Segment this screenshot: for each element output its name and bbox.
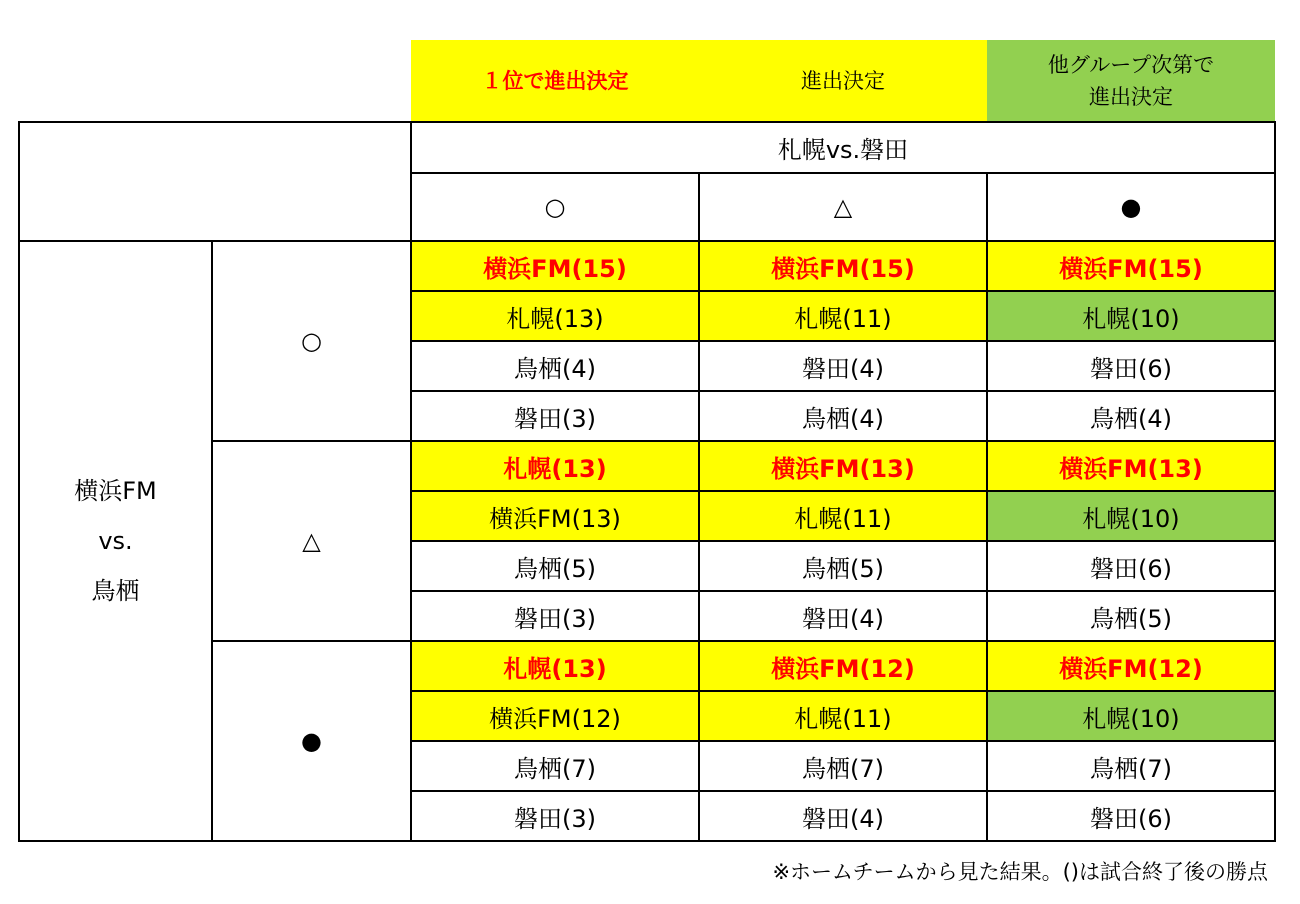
result-cell: 横浜FM(12) bbox=[987, 641, 1275, 691]
side-outcome-win: ○ bbox=[212, 241, 411, 441]
result-cell: 磐田(4) bbox=[699, 341, 987, 391]
side-outcome-loss: ● bbox=[212, 641, 411, 841]
result-cell: 横浜FM(13) bbox=[987, 441, 1275, 491]
corner-cell bbox=[19, 122, 411, 241]
result-cell: 横浜FM(12) bbox=[411, 691, 699, 741]
result-cell: 鳥栖(5) bbox=[699, 541, 987, 591]
legend-depends: 他グループ次第で 進出決定 bbox=[987, 40, 1275, 121]
legend-advance: 進出決定 bbox=[699, 40, 987, 121]
qualification-matrix bbox=[18, 121, 1276, 842]
result-cell: 磐田(4) bbox=[699, 591, 987, 641]
result-cell: 札幌(13) bbox=[411, 291, 699, 341]
side-outcome-draw: △ bbox=[212, 441, 411, 641]
side-match-line2: vs. bbox=[98, 527, 133, 555]
result-cell: 札幌(11) bbox=[699, 691, 987, 741]
result-cell: 鳥栖(7) bbox=[411, 741, 699, 791]
top-outcome-win: ○ bbox=[411, 173, 699, 241]
result-cell: 札幌(10) bbox=[987, 691, 1275, 741]
result-cell: 横浜FM(13) bbox=[411, 491, 699, 541]
result-cell: 札幌(13) bbox=[411, 441, 699, 491]
top-match-header: 札幌vs.磐田 bbox=[411, 122, 1275, 173]
result-cell: 鳥栖(4) bbox=[987, 391, 1275, 441]
result-cell: 磐田(6) bbox=[987, 341, 1275, 391]
result-cell: 札幌(11) bbox=[699, 291, 987, 341]
result-cell: 磐田(3) bbox=[411, 791, 699, 841]
result-cell: 横浜FM(15) bbox=[411, 241, 699, 291]
result-cell: 鳥栖(7) bbox=[699, 741, 987, 791]
result-cell: 磐田(6) bbox=[987, 791, 1275, 841]
result-cell: 横浜FM(12) bbox=[699, 641, 987, 691]
side-match-header bbox=[19, 241, 212, 841]
side-match-line3: 鳥栖 bbox=[91, 577, 140, 605]
footnote: ※ホームチームから見た結果。()は試合終了後の勝点 bbox=[772, 860, 1268, 884]
top-outcome-draw: △ bbox=[699, 173, 987, 241]
legend-first-place: １位で進出決定 bbox=[411, 40, 699, 121]
result-cell: 札幌(10) bbox=[987, 491, 1275, 541]
result-cell: 磐田(4) bbox=[699, 791, 987, 841]
result-cell: 鳥栖(5) bbox=[411, 541, 699, 591]
result-cell: 磐田(3) bbox=[411, 591, 699, 641]
top-outcome-loss: ● bbox=[987, 173, 1275, 241]
result-cell: 磐田(3) bbox=[411, 391, 699, 441]
result-cell: 札幌(11) bbox=[699, 491, 987, 541]
result-cell: 横浜FM(15) bbox=[699, 241, 987, 291]
result-cell: 鳥栖(4) bbox=[411, 341, 699, 391]
result-cell: 横浜FM(13) bbox=[699, 441, 987, 491]
result-cell: 鳥栖(7) bbox=[987, 741, 1275, 791]
result-cell: 鳥栖(4) bbox=[699, 391, 987, 441]
result-cell: 札幌(13) bbox=[411, 641, 699, 691]
result-cell: 横浜FM(15) bbox=[987, 241, 1275, 291]
side-match-line1: 横浜FM bbox=[74, 477, 157, 505]
legend bbox=[411, 40, 1275, 121]
result-cell: 鳥栖(5) bbox=[987, 591, 1275, 641]
result-cell: 磐田(6) bbox=[987, 541, 1275, 591]
result-cell: 札幌(10) bbox=[987, 291, 1275, 341]
